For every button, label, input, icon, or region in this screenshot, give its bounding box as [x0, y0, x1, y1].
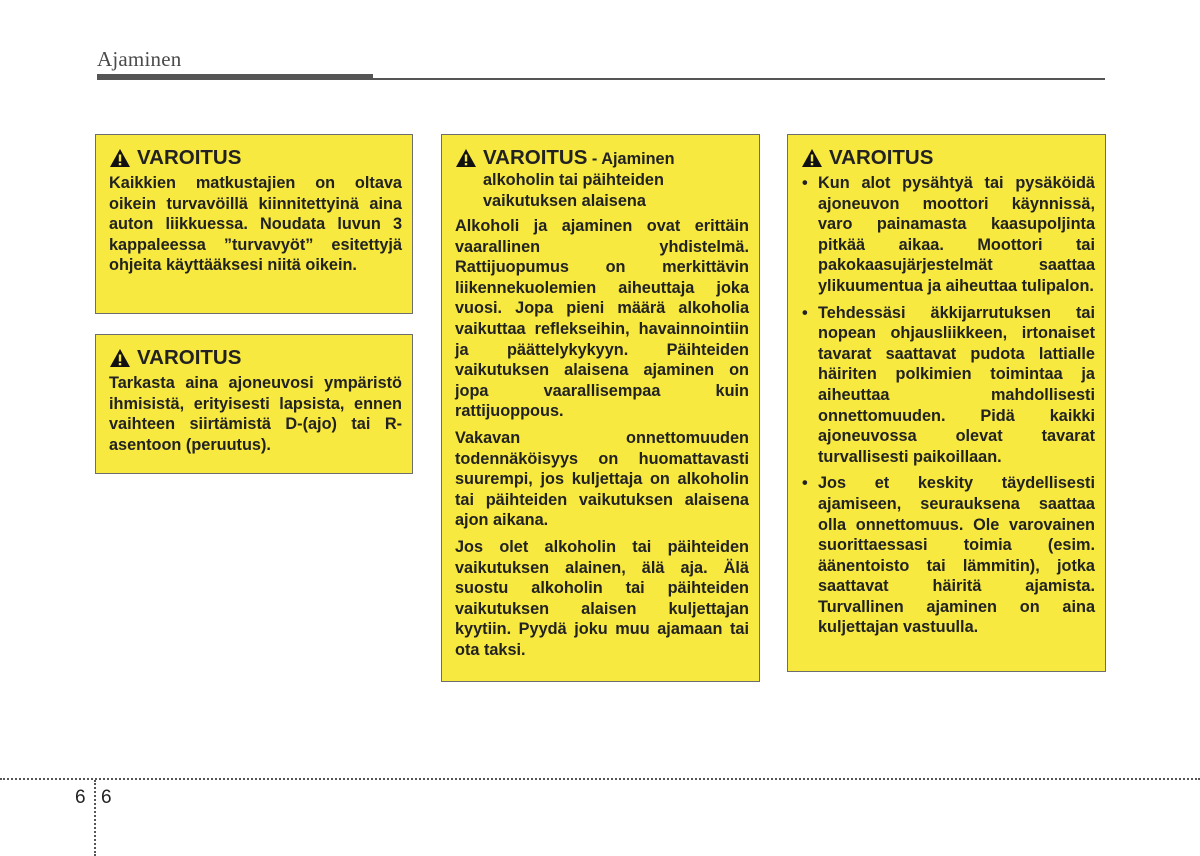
warning-title: VAROITUS [137, 346, 242, 369]
page-number: 6 [101, 787, 112, 808]
warning-triangle-icon [109, 148, 131, 168]
warning-heading [109, 347, 402, 369]
warning-box-seatbelts [95, 134, 413, 314]
warning-title: VAROITUS [483, 146, 588, 169]
list-item: • Jos et keskity täydellisesti ajamiseen, seurauksena saattaa olla onnettomuus. Ole varovainen suorittaessasi toimia (esim. äänentoisto tai lämmitin), jotka saattavat häiritä ajamista. Turvallinen ajaminen on aina kuljettajan vastuulla. [801, 473, 1095, 638]
warning-paragraph: Vakavan onnettomuuden todennäköisyys on huomattavasti suurempi, jos kuljettaja on alkoholin tai päihteiden vaikutuksen alaisena ajon aikana. [455, 428, 749, 530]
footer-dotted-rule [0, 778, 1200, 780]
warning-heading [455, 147, 749, 212]
warning-heading [109, 147, 402, 169]
header-rule-thin [373, 78, 1105, 80]
chapter-number: 6 [75, 787, 86, 808]
warning-box-driving-safety [787, 134, 1106, 672]
warning-heading [801, 147, 1095, 169]
warning-triangle-icon [109, 348, 131, 368]
footer-dotted-divider [94, 780, 96, 856]
warning-triangle-icon [455, 148, 477, 168]
warning-title: VAROITUS [829, 146, 934, 169]
warning-paragraph: Jos olet alkoholin tai päihteiden vaikutuksen alainen, älä aja. Älä suostu alkoholin tai päihteiden vaikutuksen alaisen kuljettajan kyytiin. Pyydä joku muu ajamaan tai ota taksi. [455, 537, 749, 659]
list-item: • Tehdessäsi äkkijarrutuksen tai nopean ohjausliikkeen, irtonaiset tavarat saattavat pudota lattialle häiriten polkimien toimintaa ja aiheuttaa mahdollisesti onnettomuuden. Pidä kaikki ajoneuvossa olevat tavarat turvallisesti paikoillaan. [801, 303, 1095, 468]
warning-triangle-icon [801, 148, 823, 168]
header-rule-thick [97, 74, 373, 80]
list-item: • Kun alot pysähtyä tai pysäköidä ajoneuvon moottori käynnissä, varo painamasta kaasupoljinta pitkää aikaa. Moottori tai pakokaasujärjestelmät saattaa ylikuumentua ja aiheuttaa tulipalon. [801, 173, 1095, 297]
warning-subtitle: - Ajaminen alkoholin tai päihteiden vaikutuksen alaisena [483, 150, 675, 210]
page-header-title: Ajaminen [97, 47, 182, 71]
warning-text: Kaikkien matkustajien on oltava oikein turvavöillä kiinnitettyinä aina auton liikkuessa. Noudata luvun 3 kappaleessa ”turvavyöt” esitettyjä ohjeita käyttääksesi niitä oikein. [109, 174, 402, 275]
warning-box-surroundings [95, 334, 413, 474]
warning-box-alcohol [441, 134, 760, 682]
warning-text: Tarkasta aina ajoneuvosi ympäristö ihmisistä, erityisesti lapsista, ennen vaihteen siirtämistä D-(ajo) tai R-asentoon (peruutus). [109, 374, 402, 454]
warning-paragraph: Alkoholi ja ajaminen ovat erittäin vaarallinen yhdistelmä. Rattijuopumus on merkittävin liikennekuolemien aiheuttaja joka vuosi. Jopa pieni määrä alkoholia vaikuttaa reflekseihin, havainnointiin ja päättelykykyyn. Päihteiden vaikutuksen alaisena ajaminen on jopa vaarallisempaa kuin rattijuoppous. [455, 217, 749, 421]
warning-bullet-list [801, 173, 1095, 638]
warning-title: VAROITUS [137, 146, 242, 169]
